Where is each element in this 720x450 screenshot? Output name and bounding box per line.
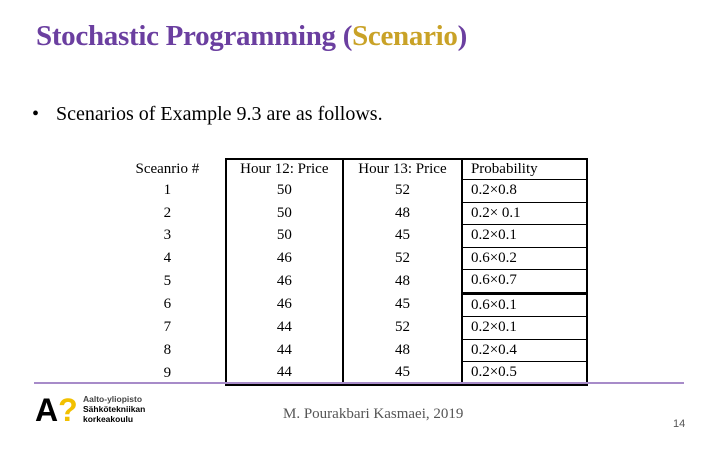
aalto-logo-mark <box>35 392 78 428</box>
logo-line-3: korkeakoulu <box>83 414 134 424</box>
table-row <box>110 225 587 248</box>
cell-hour12: 44 <box>226 362 343 385</box>
cell-probability: 0.2×0.1 <box>462 225 587 248</box>
logo-mark-letter: A <box>35 392 59 428</box>
cell-scenario: 6 <box>110 293 226 317</box>
table-row <box>110 293 587 317</box>
cell-hour13: 48 <box>343 339 462 362</box>
cell-probability: 0.2×0.8 <box>462 180 587 203</box>
bullet-symbol: • <box>32 103 40 125</box>
footer-author: M. Pourakbari Kasmaei, 2019 <box>283 406 464 422</box>
cell-hour12: 50 <box>226 202 343 225</box>
table-row <box>110 270 587 294</box>
cell-hour12: 46 <box>226 293 343 317</box>
table-row <box>110 339 587 362</box>
table-row <box>110 317 587 340</box>
cell-hour13: 52 <box>343 317 462 340</box>
cell-probability: 0.2× 0.1 <box>462 202 587 225</box>
cell-hour12: 44 <box>226 339 343 362</box>
cell-probability: 0.2×0.5 <box>462 362 587 385</box>
cell-scenario: 8 <box>110 339 226 362</box>
cell-hour12: 50 <box>226 180 343 203</box>
table-row <box>110 180 587 203</box>
cell-probability: 0.6×0.2 <box>462 247 587 270</box>
cell-hour13: 48 <box>343 270 462 294</box>
cell-hour13: 45 <box>343 362 462 385</box>
header-hour13-price: Hour 13: Price <box>343 159 462 180</box>
page-number: 14 <box>673 418 686 430</box>
cell-hour13: 52 <box>343 180 462 203</box>
bullet-text: Scenarios of Example 9.3 are as follows. <box>56 103 383 125</box>
table-header-row <box>110 159 587 180</box>
cell-scenario: 4 <box>110 247 226 270</box>
cell-hour12: 44 <box>226 317 343 340</box>
header-scenario: Sceanrio # <box>110 159 226 180</box>
cell-probability: 0.6×0.7 <box>462 270 587 294</box>
aalto-logo <box>35 392 175 428</box>
cell-hour13: 45 <box>343 225 462 248</box>
cell-probability: 0.2×0.1 <box>462 317 587 340</box>
cell-hour13: 45 <box>343 293 462 317</box>
logo-line-1: Aalto-yliopisto <box>83 394 143 404</box>
cell-scenario: 5 <box>110 270 226 294</box>
logo-mark-question: ? <box>58 392 78 428</box>
logo-line-2: Sähkötekniikan <box>83 404 146 414</box>
slide-title-main: Stochastic Programming ( <box>36 20 353 52</box>
scenario-table <box>110 158 588 381</box>
cell-hour12: 50 <box>226 225 343 248</box>
cell-scenario: 2 <box>110 202 226 225</box>
cell-probability: 0.6×0.1 <box>462 293 587 317</box>
aalto-logo-text <box>83 394 145 424</box>
cell-hour12: 46 <box>226 270 343 294</box>
footer-divider <box>34 382 684 384</box>
cell-hour13: 52 <box>343 247 462 270</box>
table-row <box>110 247 587 270</box>
slide-title-end: ) <box>457 20 467 52</box>
cell-scenario: 3 <box>110 225 226 248</box>
table-row <box>110 202 587 225</box>
cell-scenario: 9 <box>110 362 226 385</box>
cell-hour12: 46 <box>226 247 343 270</box>
cell-probability: 0.2×0.4 <box>462 339 587 362</box>
header-hour12-price: Hour 12: Price <box>226 159 343 180</box>
slide-title-accent: Scenario <box>352 20 458 52</box>
header-probability: Probability <box>462 159 587 180</box>
slide-title <box>36 20 467 53</box>
cell-scenario: 7 <box>110 317 226 340</box>
cell-hour13: 48 <box>343 202 462 225</box>
bullet-point <box>32 103 383 126</box>
cell-scenario: 1 <box>110 180 226 203</box>
